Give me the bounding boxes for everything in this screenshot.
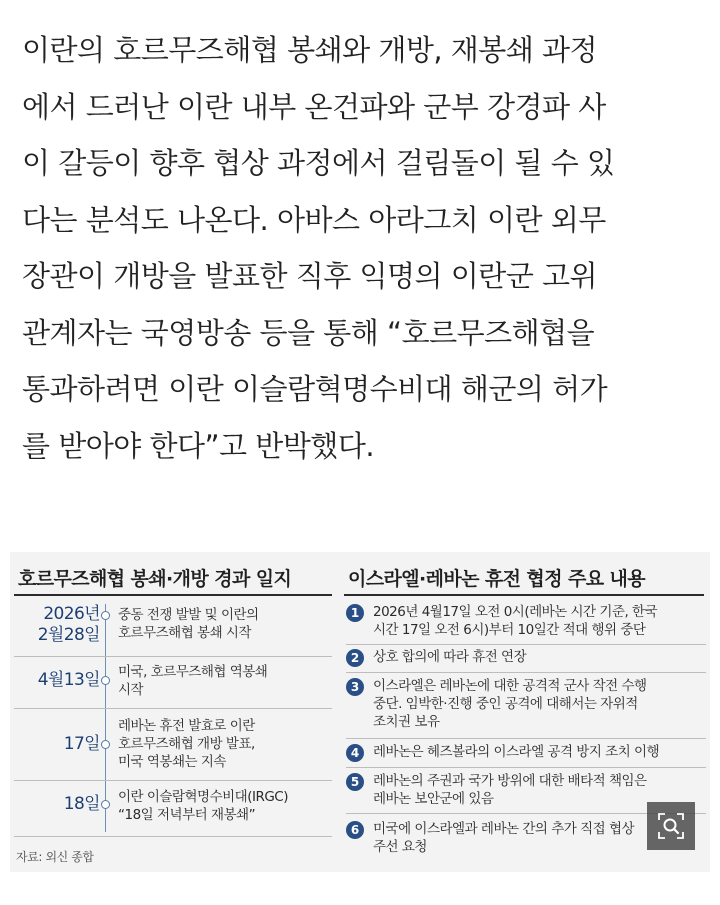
ceasefire-item-text: 레바논은 헤즈볼라의 이스라엘 공격 방지 조치 이행	[373, 744, 660, 760]
article-line: 를 받아야 한다”고 반박했다.	[22, 428, 375, 463]
number-badge: 1	[346, 604, 364, 622]
article-body	[22, 22, 702, 474]
timeline-title-rule	[14, 594, 332, 596]
article-line: 관계자는 국영방송 등을 통해 “호르무즈해협을	[22, 315, 595, 350]
zoom-button[interactable]	[647, 802, 695, 850]
timeline-text: 미국, 호르무즈해협 역봉쇄 시작	[118, 664, 268, 698]
timeline-date: 17일	[63, 734, 100, 754]
ceasefire-item-text: 이스라엘은 레바논에 대한 공격적 군사 작전 수행 중단. 임박한·진행 중인 공격에 대해서는 자위적 조치권 보유	[373, 678, 647, 730]
ceasefire-item	[346, 598, 706, 645]
number-badge: 3	[346, 678, 364, 696]
ceasefire-item	[346, 672, 706, 739]
timeline-text: 레바논 휴전 발효로 이란 호르무즈해협 개방 발표, 미국 역봉쇄는 지속	[118, 718, 255, 770]
timeline-dot	[101, 611, 110, 620]
timeline-title: 호르무즈해협 봉쇄·개방 경과 일지	[18, 568, 292, 590]
ceasefire-item-text: 미국에 이스라엘과 레바논 간의 추가 직접 협상 주선 요청	[373, 821, 635, 855]
article-line: 이 갈등이 향후 협상 과정에서 걸림돌이 될 수 있	[22, 146, 615, 180]
article-line: 다는 분석도 나온다. 아바스 아라그치 이란 외무	[22, 202, 606, 237]
article-line: 에서 드러난 이란 내부 온건파와 군부 강경파 사	[22, 89, 606, 124]
timeline-entry	[14, 780, 332, 837]
number-badge: 2	[346, 649, 364, 667]
article-line: 장관이 개방을 발표한 직후 익명의 이란군 고위	[22, 259, 598, 293]
timeline-dot	[101, 676, 110, 685]
zoom-in-icon	[656, 811, 686, 841]
number-badge: 4	[346, 744, 364, 762]
timeline-date: 2026년 2월28일	[37, 604, 100, 645]
timeline-date: 4월13일	[37, 670, 100, 690]
article-line: 이란의 호르무즈해협 봉쇄와 개방, 재봉쇄 과정	[22, 33, 598, 67]
ceasefire-item-text: 2026년 4월17일 오전 0시(레바논 시간 기준, 한국 시간 17일 오전 6시)부터 10일간 적대 행위 중단	[373, 604, 658, 638]
infographic-panel	[10, 552, 710, 872]
ceasefire-title: 이스라엘·레바논 휴전 협정 주요 내용	[348, 568, 645, 590]
timeline-text: 이란 이슬람혁명수비대(IRGC) “18일 저녁부터 재봉쇄”	[118, 789, 288, 823]
timeline-entry	[14, 656, 332, 709]
timeline-entry	[14, 708, 332, 781]
article-line: 통과하려면 이란 이슬람혁명수비대 해군의 허가	[22, 372, 608, 406]
number-badge: 5	[346, 773, 364, 791]
number-badge: 6	[346, 821, 364, 839]
ceasefire-item	[346, 738, 706, 768]
ceasefire-title-rule	[344, 594, 704, 596]
ceasefire-item	[346, 644, 706, 673]
timeline-text: 중동 전쟁 발발 및 이란의 호르무즈해협 봉쇄 시작	[118, 607, 259, 641]
timeline-dot	[101, 800, 110, 809]
timeline-dot	[101, 740, 110, 749]
timeline-date: 18일	[63, 794, 100, 814]
source-note: 자료: 외신 종합	[16, 850, 94, 864]
ceasefire-item-text: 상호 합의에 따라 휴전 연장	[373, 649, 527, 665]
ceasefire-item-text: 레바논의 주권과 국가 방위에 대한 배타적 책임은 레바논 보안군에 있음	[373, 773, 647, 807]
timeline-entry	[14, 598, 332, 657]
